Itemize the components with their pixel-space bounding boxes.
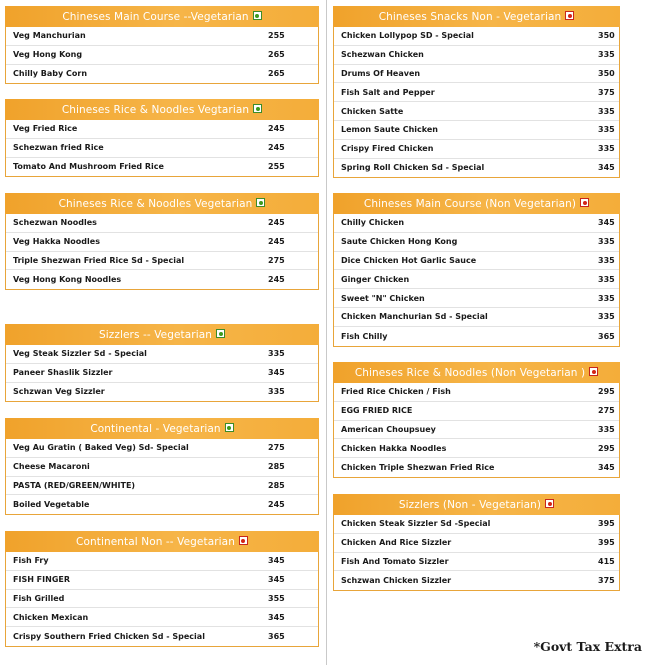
- section-header: [333, 193, 620, 214]
- item-list: [5, 439, 319, 515]
- item-price: 365: [268, 632, 285, 642]
- item-name: Triple Shezwan Fried Rice Sd - Special: [13, 255, 185, 265]
- section-header: [333, 362, 620, 383]
- item-name: Veg Hong Kong Noodles: [13, 275, 122, 285]
- item-name: Dice Chicken Hot Garlic Sauce: [341, 255, 477, 265]
- item-price: 295: [598, 443, 615, 453]
- item-price: 335: [598, 144, 615, 154]
- item-name: Chicken Satte: [341, 106, 404, 116]
- item-price: 335: [598, 237, 615, 247]
- section-header: [5, 531, 319, 552]
- menu-item: [6, 458, 318, 477]
- menu-item: [6, 439, 318, 458]
- item-price: 245: [268, 143, 285, 153]
- item-name: Veg Hakka Noodles: [13, 237, 100, 247]
- menu-item: [6, 214, 318, 233]
- item-price: 275: [598, 406, 615, 416]
- section-title: Chineses Snacks Non - Vegetarian: [378, 10, 562, 23]
- item-name: American Choupsuey: [341, 424, 436, 434]
- menu-item: [6, 364, 318, 383]
- menu-item: [6, 608, 318, 627]
- item-price: 245: [268, 237, 285, 247]
- item-price: 415: [598, 556, 615, 566]
- item-name: Fish Salt and Pepper: [341, 87, 435, 97]
- item-price: 350: [598, 68, 615, 78]
- section-title: Chineses Main Course (Non Vegetarian): [363, 197, 577, 210]
- item-name: Paneer Shaslik Sizzler: [13, 368, 113, 378]
- item-price: 335: [268, 349, 285, 359]
- menu-item: [334, 46, 619, 65]
- section-chinese-main-course-nonveg: [333, 193, 620, 347]
- menu-item: [6, 46, 318, 65]
- item-name: Schzwan Veg Sizzler: [13, 387, 105, 397]
- item-name: Fried Rice Chicken / Fish: [341, 387, 451, 397]
- section-header: [5, 193, 319, 214]
- menu-item: [334, 402, 619, 421]
- menu-item: [334, 458, 619, 477]
- item-name: Chicken Mexican: [13, 612, 89, 622]
- tax-footnote: *Govt Tax Extra: [533, 639, 642, 654]
- section-header: [5, 418, 319, 439]
- item-price: 345: [268, 368, 285, 378]
- item-price: 265: [268, 69, 285, 79]
- item-name: Chilly Chicken: [341, 218, 405, 228]
- item-price: 275: [268, 443, 285, 453]
- menu-item: [334, 27, 619, 46]
- item-name: Boiled Vegetable: [13, 500, 90, 510]
- section-header: [5, 99, 319, 120]
- menu-item: [334, 270, 619, 289]
- item-name: Chicken Manchurian Sd - Special: [341, 312, 488, 322]
- item-price: 395: [598, 538, 615, 548]
- item-price: 335: [598, 274, 615, 284]
- item-list: [333, 515, 620, 591]
- item-list: [5, 120, 319, 177]
- item-price: 245: [268, 275, 285, 285]
- item-name: PASTA (RED/GREEN/WHITE): [13, 480, 136, 490]
- item-price: 335: [598, 424, 615, 434]
- item-name: Chicken Steak Sizzler Sd -Special: [341, 519, 491, 529]
- menu-item: [334, 140, 619, 159]
- item-name: Chicken Triple Shezwan Fried Rice: [341, 463, 495, 473]
- item-name: EGG FRIED RICE: [341, 406, 413, 416]
- menu-item: [6, 139, 318, 158]
- item-price: 345: [268, 556, 285, 566]
- section-header: [5, 6, 319, 27]
- section-header: [333, 6, 620, 27]
- veg-symbol-icon: [225, 423, 234, 432]
- veg-symbol-icon: [256, 198, 265, 207]
- item-list: [333, 27, 620, 178]
- menu-item: [6, 233, 318, 252]
- item-price: 345: [268, 575, 285, 585]
- item-list: [5, 345, 319, 402]
- section-sizzlers-veg: [5, 324, 319, 402]
- menu-item: [334, 439, 619, 458]
- section-title: Chineses Rice & Noodles Vegetarian: [58, 197, 253, 210]
- item-name: Chicken Hakka Noodles: [341, 443, 447, 453]
- menu-item: [334, 515, 619, 534]
- nonveg-symbol-icon: [239, 536, 248, 545]
- item-name: Sweet "N" Chicken: [341, 293, 425, 303]
- item-price: 245: [268, 218, 285, 228]
- item-price: 265: [268, 50, 285, 60]
- item-list: [5, 552, 319, 647]
- section-continental-veg: [5, 418, 319, 515]
- item-name: Veg Steak Sizzler Sd - Special: [13, 349, 147, 359]
- menu-item: [334, 534, 619, 553]
- veg-symbol-icon: [253, 104, 262, 113]
- nonveg-symbol-icon: [589, 367, 598, 376]
- item-name: Fish Fry: [13, 556, 49, 566]
- item-list: [333, 383, 620, 478]
- section-chinese-snacks-nonveg: [333, 6, 620, 178]
- menu-item: [6, 120, 318, 139]
- item-name: Cheese Macaroni: [13, 462, 90, 472]
- item-price: 345: [598, 463, 615, 473]
- menu-item: [6, 590, 318, 609]
- section-header: [5, 324, 319, 345]
- item-name: Crispy Fired Chicken: [341, 144, 434, 154]
- menu-item: [6, 252, 318, 271]
- section-chinese-main-course-veg: [5, 6, 319, 84]
- menu-item: [334, 571, 619, 590]
- menu-item: [334, 383, 619, 402]
- item-price: 335: [598, 312, 615, 322]
- column-divider: [326, 0, 327, 665]
- item-price: 345: [598, 218, 615, 228]
- item-price: 275: [268, 255, 285, 265]
- item-name: Fish Chilly: [341, 331, 388, 341]
- item-list: [5, 27, 319, 84]
- item-price: 255: [268, 162, 285, 172]
- item-price: 350: [598, 31, 615, 41]
- section-chinese-rice-noodles-veg-2: [5, 193, 319, 290]
- item-price: 245: [268, 124, 285, 134]
- veg-symbol-icon: [253, 11, 262, 20]
- item-price: 345: [598, 163, 615, 173]
- item-name: Veg Hong Kong: [13, 50, 83, 60]
- item-price: 395: [598, 519, 615, 529]
- menu-item: [6, 65, 318, 84]
- item-name: Schezwan fried Rice: [13, 143, 104, 153]
- menu-item: [334, 421, 619, 440]
- nonveg-symbol-icon: [545, 499, 554, 508]
- item-price: 255: [268, 31, 285, 41]
- menu-item: [6, 477, 318, 496]
- section-title: Sizzlers (Non - Vegetarian): [398, 498, 542, 511]
- item-price: 335: [598, 125, 615, 135]
- menu-item: [6, 552, 318, 571]
- section-chinese-rice-noodles-veg-1: [5, 99, 319, 177]
- menu-item: [6, 383, 318, 402]
- item-price: 335: [598, 50, 615, 60]
- item-name: Fish And Tomato Sizzler: [341, 556, 449, 566]
- menu-item: [6, 571, 318, 590]
- item-name: Schezwan Noodles: [13, 218, 97, 228]
- section-title: Continental Non -- Vegetarian: [76, 535, 235, 548]
- menu-item: [6, 345, 318, 364]
- section-title: Sizzlers -- Vegetarian: [98, 328, 213, 341]
- item-price: 375: [598, 87, 615, 97]
- veg-symbol-icon: [216, 329, 225, 338]
- menu-item: [334, 214, 619, 233]
- item-name: Chilly Baby Corn: [13, 69, 88, 79]
- item-name: Tomato And Mushroom Fried Rice: [13, 162, 164, 172]
- nonveg-symbol-icon: [565, 11, 574, 20]
- section-title: Continental - Vegetarian: [90, 422, 221, 435]
- item-name: Drums Of Heaven: [341, 68, 421, 78]
- menu-item: [334, 102, 619, 121]
- menu-item: [334, 308, 619, 327]
- item-name: Saute Chicken Hong Kong: [341, 237, 458, 247]
- section-title: Chineses Rice & Noodles Vegtarian: [61, 103, 250, 116]
- menu-item: [6, 495, 318, 514]
- item-name: Lemon Saute Chicken: [341, 125, 439, 135]
- item-price: 245: [268, 500, 285, 510]
- section-chinese-rice-noodles-nonveg: [333, 362, 620, 478]
- item-name: Crispy Southern Fried Chicken Sd - Special: [13, 632, 205, 642]
- menu-item: [334, 327, 619, 346]
- menu-item: [334, 83, 619, 102]
- item-name: Veg Manchurian: [13, 31, 86, 41]
- item-list: [5, 214, 319, 290]
- item-price: 335: [268, 387, 285, 397]
- item-price: 335: [598, 255, 615, 265]
- item-list: [333, 214, 620, 347]
- item-price: 335: [598, 293, 615, 303]
- menu-item: [6, 270, 318, 289]
- menu-item: [6, 158, 318, 177]
- item-name: Ginger Chicken: [341, 274, 410, 284]
- item-price: 365: [598, 331, 615, 341]
- item-price: 285: [268, 462, 285, 472]
- item-price: 345: [268, 612, 285, 622]
- item-price: 285: [268, 480, 285, 490]
- item-name: Veg Au Gratin ( Baked Veg) Sd- Special: [13, 443, 189, 453]
- menu-item: [334, 121, 619, 140]
- section-continental-nonveg: [5, 531, 319, 647]
- item-name: Fish Grilled: [13, 593, 65, 603]
- item-name: FISH FINGER: [13, 575, 71, 585]
- menu-item: [334, 553, 619, 572]
- section-title: Chineses Main Course --Vegetarian: [62, 10, 249, 23]
- menu-item: [334, 159, 619, 178]
- item-price: 295: [598, 387, 615, 397]
- item-price: 355: [268, 593, 285, 603]
- section-title: Chineses Rice & Noodles (Non Vegetarian ): [354, 366, 586, 379]
- menu-item: [334, 252, 619, 271]
- item-name: Schzwan Chicken Sizzler: [341, 576, 452, 586]
- item-name: Spring Roll Chicken Sd - Special: [341, 163, 485, 173]
- item-name: Chicken Lollypop SD - Special: [341, 31, 474, 41]
- nonveg-symbol-icon: [580, 198, 589, 207]
- item-name: Schezwan Chicken: [341, 50, 424, 60]
- item-price: 375: [598, 576, 615, 586]
- menu-item: [334, 289, 619, 308]
- section-sizzlers-nonveg: [333, 494, 620, 591]
- item-name: Chicken And Rice Sizzler: [341, 538, 452, 548]
- menu-item: [334, 233, 619, 252]
- section-header: [333, 494, 620, 515]
- item-price: 335: [598, 106, 615, 116]
- menu-item: [334, 65, 619, 84]
- item-name: Veg Fried Rice: [13, 124, 78, 134]
- menu-item: [6, 627, 318, 646]
- menu-item: [6, 27, 318, 46]
